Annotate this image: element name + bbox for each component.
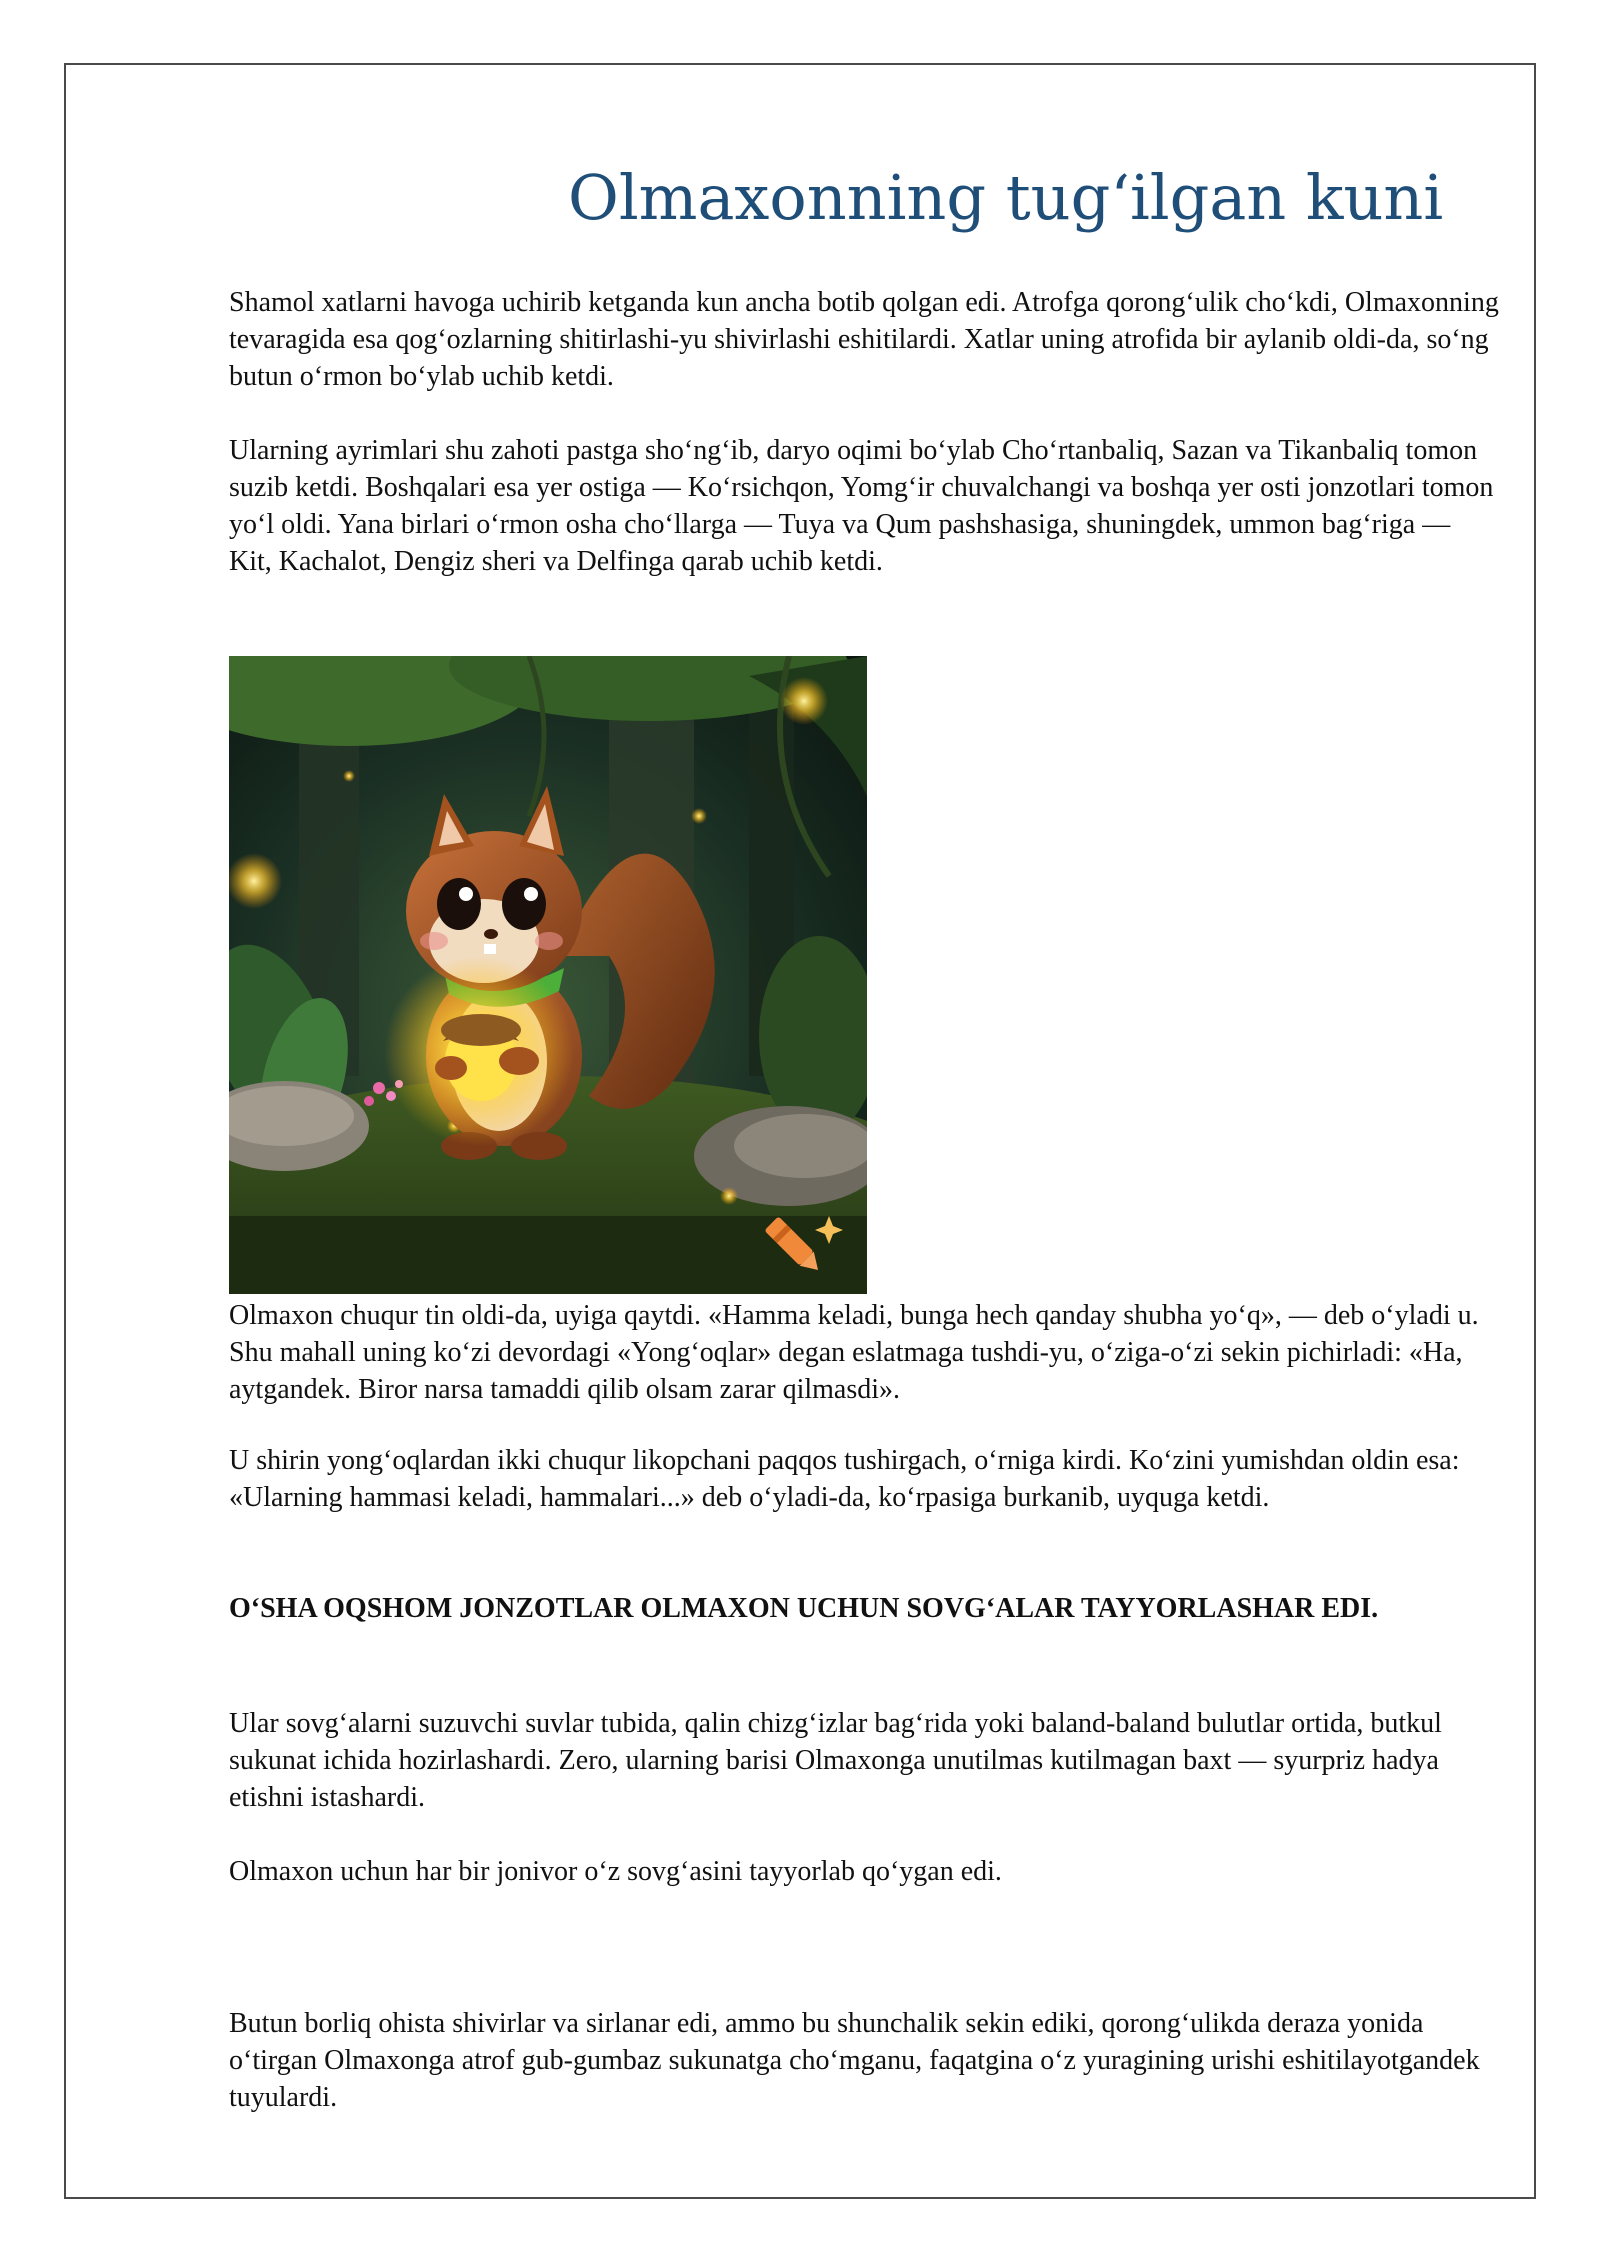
paragraph-3: Olmaxon chuqur tin oldi-da, uyiga qaytdi. «Hamma keladi, bunga hech qanday shubha yo‘q», — deb o‘yladi u. Shu mahall uning ko‘zi devordagi «Yong‘oqlar» degan eslatmaga tushdi-yu, o‘ziga-o‘zi sekin pichirladi: «Ha, aytgandek. Biror narsa tamaddi qilib olsam zarar qilmasdi». (229, 1300, 1479, 1405)
squirrel-illustration (229, 656, 867, 1294)
paragraph-4: U shirin yong‘oqlardan ikki chuqur likopchani paqqos tushirgach, o‘rniga kirdi. Ko‘zini yumishdan oldin esa: «Ularning hammasi keladi, hammalari...» deb o‘yladi-da, ko‘rpasiga burkanib, uyquga ketdi. (229, 1445, 1460, 1513)
paragraph-6: Olmaxon uchun har bir jonivor o‘z sovg‘asini tayyorlab qo‘ygan edi. (229, 1856, 1002, 1887)
paragraph-1: Shamol xatlarni havoga uchirib ketganda kun ancha botib qolgan edi. Atrofga qorong‘ulik cho‘kdi, Olmaxonning tevaragida esa qog‘ozlarning shitirlashi-yu shivirlashi eshitilardi. Xatlar uning atrofida bir aylanib oldi-da, so‘ng butun o‘rmon bo‘ylab uchib ketdi. (229, 287, 1499, 392)
document-title: Olmaxonning tug‘ilgan kuni (568, 161, 1444, 234)
section-heading: O‘SHA OQSHOM JONZOTLAR OLMAXON UCHUN SOVG‘ALAR TAYYORLASHAR EDI. (229, 1593, 1379, 1624)
paragraph-5: Ular sovg‘alarni suzuvchi suvlar tubida, qalin chizg‘izlar bag‘rida yoki baland-baland bulutlar ortida, butkul sukunat ichida hozirlashardi. Zero, ularning barisi Olmaxonga unutilmas kutilmagan baxt — syurpriz hadya etishni istashardi. (229, 1708, 1442, 1813)
paragraph-2: Ularning ayrimlari shu zahoti pastga sho‘ng‘ib, daryo oqimi bo‘ylab Cho‘rtanbaliq, Sazan va Tikanbaliq tomon suzib ketdi. Boshqalari esa yer ostiga — Ko‘rsichqon, Yomg‘ir chuvalchangi va boshqa yer osti jonzotlari tomon yo‘l oldi. Yana birlari o‘rmon osha cho‘llarga — Tuya va Qum pashshasiga, shuningdek, ummon bag‘riga — Kit, Kachalot, Dengiz sheri va Delfinga qarab uchib ketdi. (229, 435, 1494, 577)
paragraph-7: Butun borliq ohista shivirlar va sirlanar edi, ammo bu shunchalik sekin ediki, qorong‘ulikda deraza yonida o‘tirgan Olmaxonga atrof gub-gumbaz sukunatga cho‘mganu, faqatgina o‘z yuragining urishi eshitilayotgandek tuyulardi. (229, 2008, 1480, 2113)
